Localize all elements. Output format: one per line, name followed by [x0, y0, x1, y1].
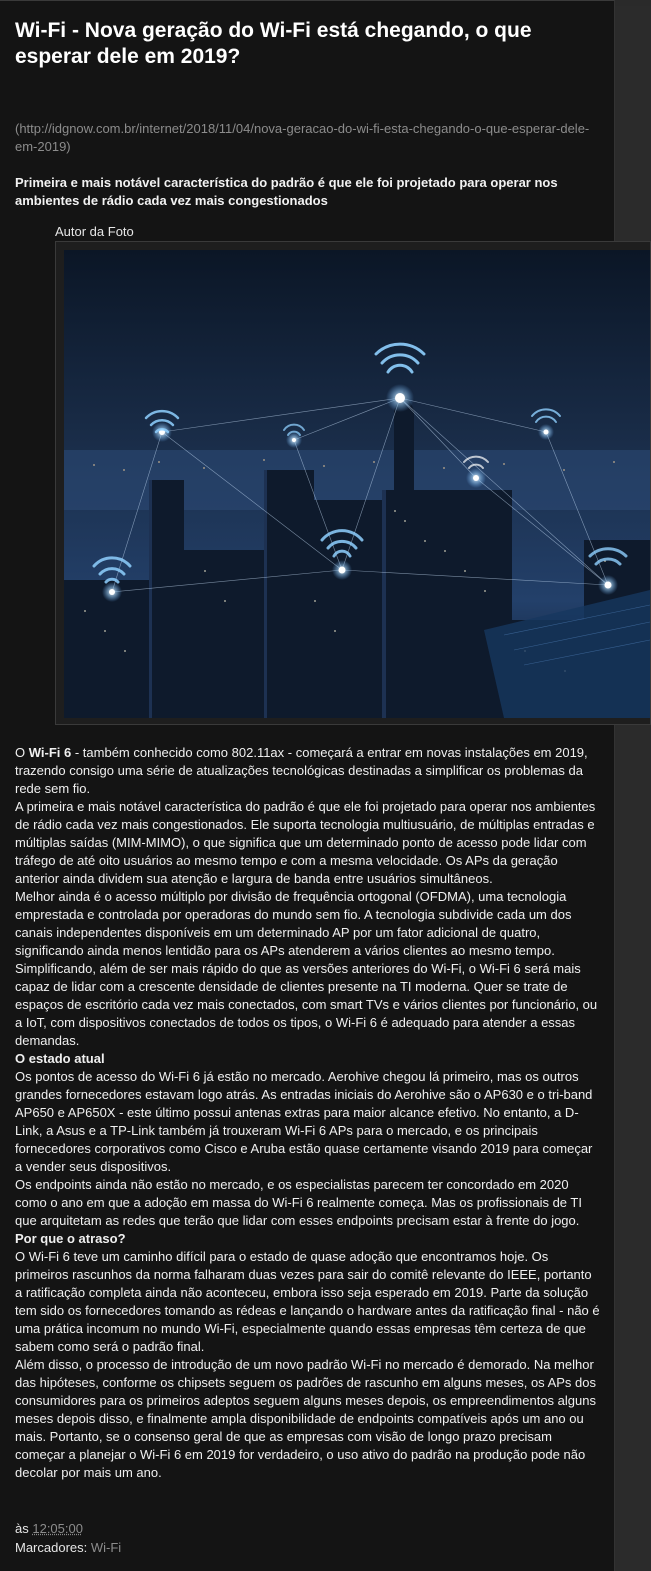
intro-prefix: O	[15, 745, 29, 760]
city-wifi-photo	[64, 250, 650, 718]
section-heading: Por que o atraso?	[15, 1231, 126, 1246]
section-heading: O estado atual	[15, 1051, 105, 1066]
intro-paragraph	[15, 744, 600, 798]
wifi6-bold: Wi-Fi 6	[28, 745, 72, 760]
post-subtitle: Primeira e mais notável característica do padrão é que ele foi projetado para operar nos ambientes de rádio cada vez mais congestionados	[15, 175, 558, 208]
photo-frame	[55, 241, 651, 725]
post-labels	[15, 1539, 121, 1557]
paragraph: Os pontos de acesso do Wi-Fi 6 já estão no mercado. Aerohive chegou lá primeiro, mas os outros grandes fornecedores estavam logo atrás. As entradas iniciais do Aerohive são o AP630 e o tri-band AP650 e AP650X - este último possui antenas extras para maior alcance efetivo. No entanto, a D-Link, a Asus e a TP-Link também já trouxeram Wi-Fi 6 APs para o mercado, e os principais fornecedores corporativos como Cisco e Aruba estão quase certamente visando 2019 para começar a vender seus dispositivos.	[15, 1069, 593, 1174]
city-illustration	[64, 250, 650, 718]
paragraph: Simplificando, além de ser mais rápido do que as versões anteriores do Wi-Fi, o Wi-Fi 6 será mais capaz de lidar com a crescente densidade de clientes presente na TI moderna. Quer se trate de espaços de escritório cada vez mais conectados, com smart TVs e vários clientes por funcionário, ou a IoT, com dispositivos conectados de todos os tipos, o Wi-Fi 6 é adequado para atender a essas demandas.	[15, 961, 598, 1048]
paragraph: A primeira e mais notável característica do padrão é que ele foi projetado para operar nos ambientes de rádio cada vez mais congestionados. Ele suporta tecnologia multiusuário, de múltiplas entradas e múltiplas saídas (MIM-MIMO), o que significa que um determinado ponto de acesso pode lidar com tráfego de até oito usuários ao mesmo tempo e com a mesma velocidade. Os APs da geração anterior ainda dividem sua atenção e largura de banda entre usuários simultâneos.	[15, 799, 596, 886]
paragraph: O Wi-Fi 6 teve um caminho difícil para o estado de quase adoção que encontramos hoje. Os primeiros rascunhos da norma falharam duas vezes para sair do comitê relevante do IEEE, portanto a ratificação completa ainda não aconteceu, embora isso seja esperado em 2019. Parte da solução tem sido os fornecedores tomando as rédeas e lançando o hardware antes da ratificação final - não é uma prática incomum no mundo Wi-Fi, especialmente quando essas empresas têm certeza de que sabem como será o padrão final.	[15, 1249, 600, 1354]
paragraph: Além disso, o processo de introdução de um novo padrão Wi-Fi no mercado é demorado. Na melhor das hipóteses, conforme os chipsets seguem os padrões de rascunho em alguns meses, os APs dos consumidores para os primeiros adeptos seguem alguns meses depois, os empreendimentos alguns meses depois disso, e finalmente ampla disponibilidade de endpoints compatíveis após um ano ou mais. Portanto, se o consenso geral de que as empresas com visão de longo prazo precisam começar a planejar o Wi-Fi 6 em 2019 for verdadeiro, o uso ativo do padrão na produção pode não decolar por mais um ano.	[15, 1357, 596, 1480]
post-body	[15, 744, 600, 1482]
post-title[interactable]: Wi-Fi - Nova geração do Wi-Fi está chegando, o que esperar dele em 2019?	[15, 19, 532, 68]
paragraph: Melhor ainda é o acesso múltiplo por divisão de frequência ortogonal (OFDMA), uma tecnologia emprestada e controlada por operadoras do mundo sem fio. A tecnologia subdivide cada um dos canais independentes disponíveis em um determinado AP por um fator adicional de quatro, significando ainda menos lentidão para os APs atenderem a vários clientes ao mesmo tempo.	[15, 889, 572, 958]
paragraph: Os endpoints ainda não estão no mercado, e os especialistas parecem ter concordado em 2020 como o ano em que a adoção em massa do Wi-Fi 6 realmente começa. Mas os profissionais de TI que arquitetam as redes que terão que lidar com esses endpoints precisam estar à frente do jogo.	[15, 1177, 582, 1228]
timestamp-link[interactable]: 12:05:00	[32, 1521, 83, 1536]
photo-caption: Autor da Foto	[55, 224, 134, 239]
at-label: às	[15, 1521, 29, 1536]
post-timestamp	[15, 1520, 83, 1538]
label-link[interactable]: Wi-Fi	[90, 1540, 122, 1555]
labels-caption: Marcadores:	[15, 1540, 88, 1555]
source-link[interactable]: (http://idgnow.com.br/internet/2018/11/04/nova-geracao-do-wi-fi-esta-chegando-o-que-esperar-dele-em-2019)	[15, 121, 590, 154]
intro-rest: - também conhecido como 802.11ax - começará a entrar em novas instalações em 2019, trazendo consigo uma série de atualizações tecnológicas destinadas a simplificar os problemas da rede sem fio.	[15, 745, 588, 796]
